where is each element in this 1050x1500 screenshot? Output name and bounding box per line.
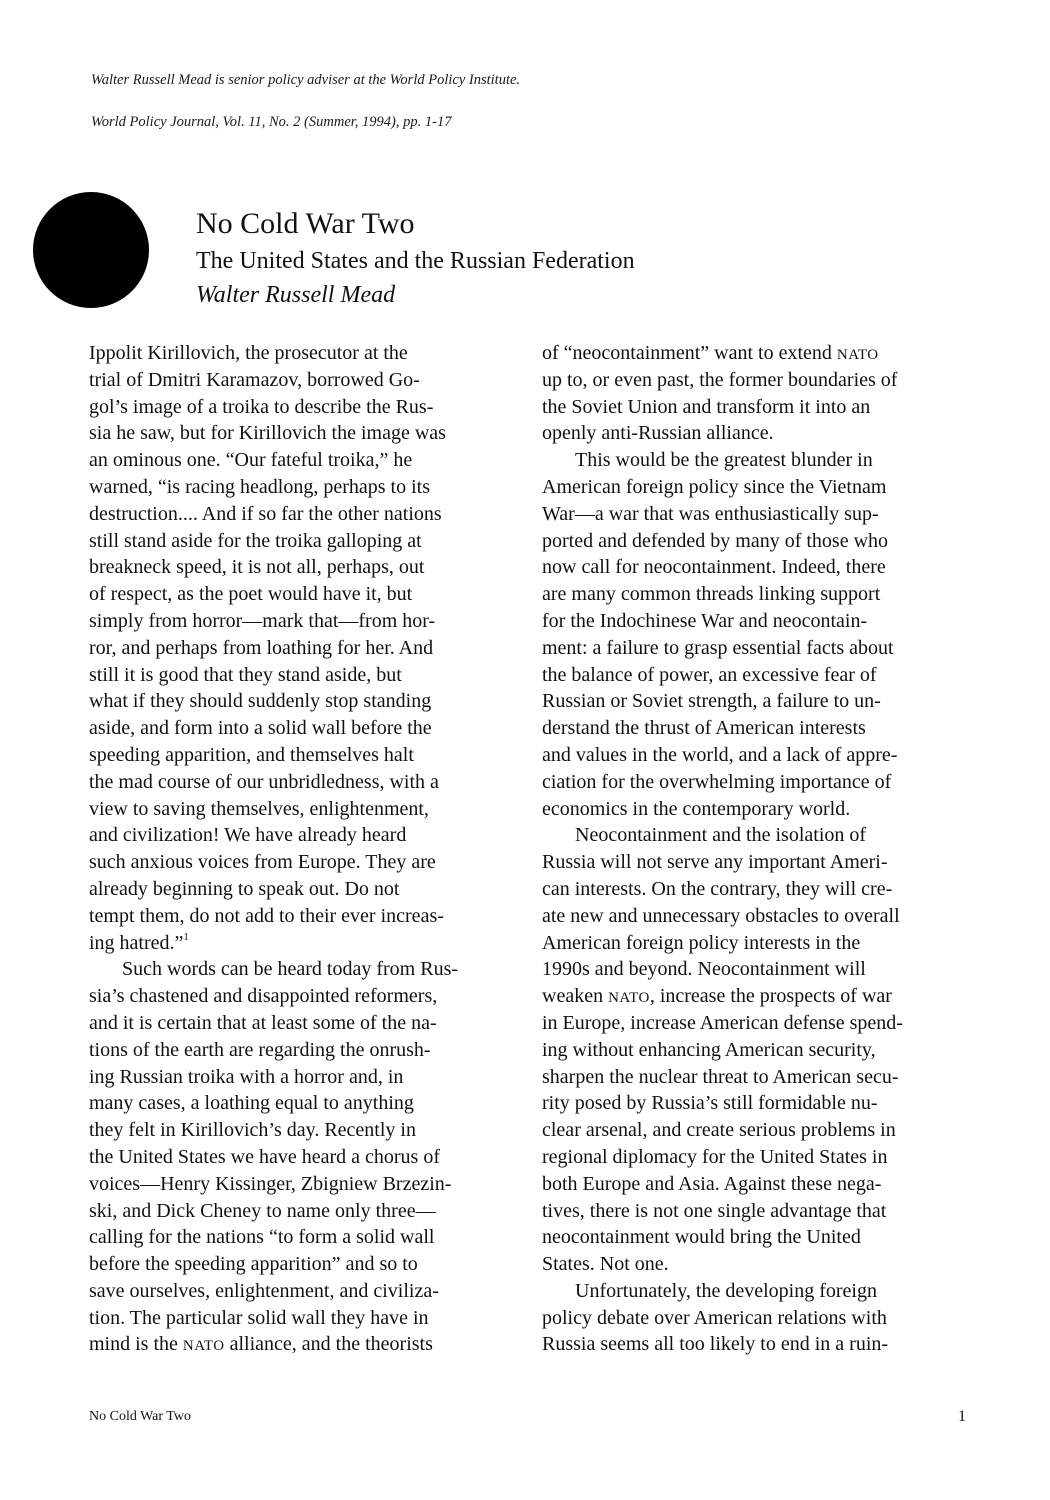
text-line: economics in the contemporary world. xyxy=(542,797,851,820)
text-segment: ing hatred.” xyxy=(89,931,184,954)
text-line: warned, “is racing headlong, perhaps to its xyxy=(89,475,431,498)
text-line: openly anti-Russian alliance. xyxy=(542,422,774,445)
text-line: breakneck speed, it is not all, perhaps, out xyxy=(89,556,425,579)
text-line: such anxious voices from Europe. They are xyxy=(89,851,436,874)
text-line: ing Russian troika with a horror and, in xyxy=(89,1065,404,1088)
text-segment: weaken xyxy=(542,985,609,1008)
text-line: the balance of power, an excessive fear of xyxy=(542,663,877,686)
text-line: of respect, as the poet would have it, but xyxy=(89,583,413,606)
text-line: Unfortunately, the developing foreign xyxy=(575,1279,877,1302)
text-line: policy debate over American relations with xyxy=(542,1306,887,1329)
text-line: States. Not one. xyxy=(542,1253,669,1276)
text-line: ror, and perhaps from loathing for her. And xyxy=(89,636,434,659)
footnote-marker: 1 xyxy=(183,930,189,943)
text-line: for the Indochinese War and neocontain- xyxy=(542,609,868,632)
text-line: ate new and unnecessary obstacles to overall xyxy=(542,904,900,927)
text-line: and it is certain that at least some of the na- xyxy=(89,1011,437,1034)
text-line: up to, or even past, the former boundaries of xyxy=(542,368,898,391)
text-line: clear arsenal, and create serious problems in xyxy=(542,1119,896,1142)
text-segment: , increase the prospects of war xyxy=(649,985,892,1008)
text-line: regional diplomacy for the United States in xyxy=(542,1145,888,1168)
text-line: tives, there is not one single advantage that xyxy=(542,1199,887,1222)
text-line: Ippolit Kirillovich, the prosecutor at the xyxy=(89,342,408,364)
text-line: Neocontainment and the isolation of xyxy=(575,824,867,847)
text-line: destruction.... And if so far the other nations xyxy=(89,502,442,525)
author-note: Walter Russell Mead is senior policy adviser at the World Policy Institute. xyxy=(91,72,521,88)
article-author: Walter Russell Mead xyxy=(196,282,396,308)
article-title: No Cold War Two xyxy=(196,207,415,240)
text-line: 1990s and beyond. Neocontainment will xyxy=(542,958,866,981)
text-line: Such words can be heard today from Rus- xyxy=(122,958,459,981)
running-footer-title: No Cold War Two xyxy=(89,1409,191,1424)
text-line: voices—Henry Kissinger, Zbigniew Brzezin- xyxy=(89,1172,452,1195)
text-line: now call for neocontainment. Indeed, there xyxy=(542,556,886,579)
text-segment: of “neocontainment” want to extend xyxy=(542,342,837,364)
text-line: the United States we have heard a chorus of xyxy=(89,1145,440,1168)
text-line: ciation for the overwhelming importance of xyxy=(542,770,892,793)
text-line xyxy=(542,340,972,367)
text-line: save ourselves, enlightenment, and civiliza- xyxy=(89,1279,439,1302)
text-line: American foreign policy since the Vietnam xyxy=(542,475,887,498)
text-line: ment: a failure to grasp essential facts about xyxy=(542,636,894,659)
text-line: gol’s image of a troika to describe the Rus- xyxy=(89,395,434,418)
black-circle-icon xyxy=(33,192,149,308)
text-line: ski, and Dick Cheney to name only three— xyxy=(89,1199,436,1222)
text-line: rity posed by Russia’s still formidable nu- xyxy=(542,1092,878,1115)
text-line: Russian or Soviet strength, a failure to un- xyxy=(542,690,881,713)
text-line: are many common threads linking support xyxy=(542,583,881,606)
text-line: the mad course of our unbridledness, with a xyxy=(89,770,439,793)
text-line: tempt them, do not add to their ever increas- xyxy=(89,904,444,927)
text-line: aside, and form into a solid wall before the xyxy=(89,717,432,740)
text-line: simply from horror—mark that—from hor- xyxy=(89,609,436,632)
text-line: neocontainment would bring the United xyxy=(542,1226,861,1249)
text-line: ported and defended by many of those who xyxy=(542,529,889,552)
text-line xyxy=(542,983,972,1010)
text-line: many cases, a loathing equal to anything xyxy=(89,1092,414,1115)
text-line: they felt in Kirillovich’s day. Recently in xyxy=(89,1119,416,1142)
article-subtitle: The United States and the Russian Federation xyxy=(196,248,635,274)
text-line: can interests. On the contrary, they will cre- xyxy=(542,877,893,900)
text-line: in Europe, increase American defense spend- xyxy=(542,1011,903,1034)
text-line: ing without enhancing American security, xyxy=(542,1038,876,1061)
left-column xyxy=(89,340,519,1358)
text-line: and civilization! We have already heard xyxy=(89,824,407,847)
text-line: sharpen the nuclear threat to American secu- xyxy=(542,1065,899,1088)
acronym-nato: NATO xyxy=(608,990,650,1007)
text-line: and values in the world, and a lack of appre- xyxy=(542,743,898,766)
text-line: the Soviet Union and transform it into an xyxy=(542,395,871,418)
text-line: still stand aside for the troika galloping at xyxy=(89,529,422,552)
text-line xyxy=(89,1331,519,1358)
text-line: before the speeding apparition” and so to xyxy=(89,1253,418,1276)
text-line: speeding apparition, and themselves halt xyxy=(89,743,414,766)
text-line: American foreign policy interests in the xyxy=(542,931,861,954)
text-segment: alliance, and the theorists xyxy=(224,1333,433,1356)
text-line: derstand the thrust of American interests xyxy=(542,717,866,740)
text-segment: mind is the xyxy=(89,1333,178,1356)
text-line: an ominous one. “Our fateful troika,” he xyxy=(89,449,413,472)
text-line: War—a war that was enthusiastically sup- xyxy=(542,502,879,525)
text-line: This would be the greatest blunder in xyxy=(575,449,873,472)
text-line: what if they should suddenly stop standing xyxy=(89,690,432,713)
text-line: still it is good that they stand aside, but xyxy=(89,663,402,686)
text-line: sia he saw, but for Kirillovich the image was xyxy=(89,422,446,445)
text-line: calling for the nations “to form a solid wall xyxy=(89,1226,435,1249)
text-line: view to saving themselves, enlightenment, xyxy=(89,797,429,820)
text-line: Russia seems all too likely to end in a ruin- xyxy=(542,1333,889,1356)
text-line: tion. The particular solid wall they have in xyxy=(89,1306,429,1329)
text-line: Russia will not serve any important Ameri- xyxy=(542,851,888,874)
page-number: 1 xyxy=(958,1408,966,1425)
acronym-nato: NATO xyxy=(182,1338,225,1355)
journal-citation: World Policy Journal, Vol. 11, No. 2 (Summer, 1994), pp. 1-17 xyxy=(91,114,452,130)
text-line: tions of the earth are regarding the onrush- xyxy=(89,1038,431,1061)
acronym-nato: NATO xyxy=(836,347,879,363)
text-line: already beginning to speak out. Do not xyxy=(89,877,400,900)
text-line: both Europe and Asia. Against these nega- xyxy=(542,1172,882,1195)
text-line: trial of Dmitri Karamazov, borrowed Go- xyxy=(89,368,420,391)
text-line xyxy=(89,930,519,957)
right-column xyxy=(542,340,972,1358)
text-line: sia’s chastened and disappointed reformers, xyxy=(89,985,438,1008)
